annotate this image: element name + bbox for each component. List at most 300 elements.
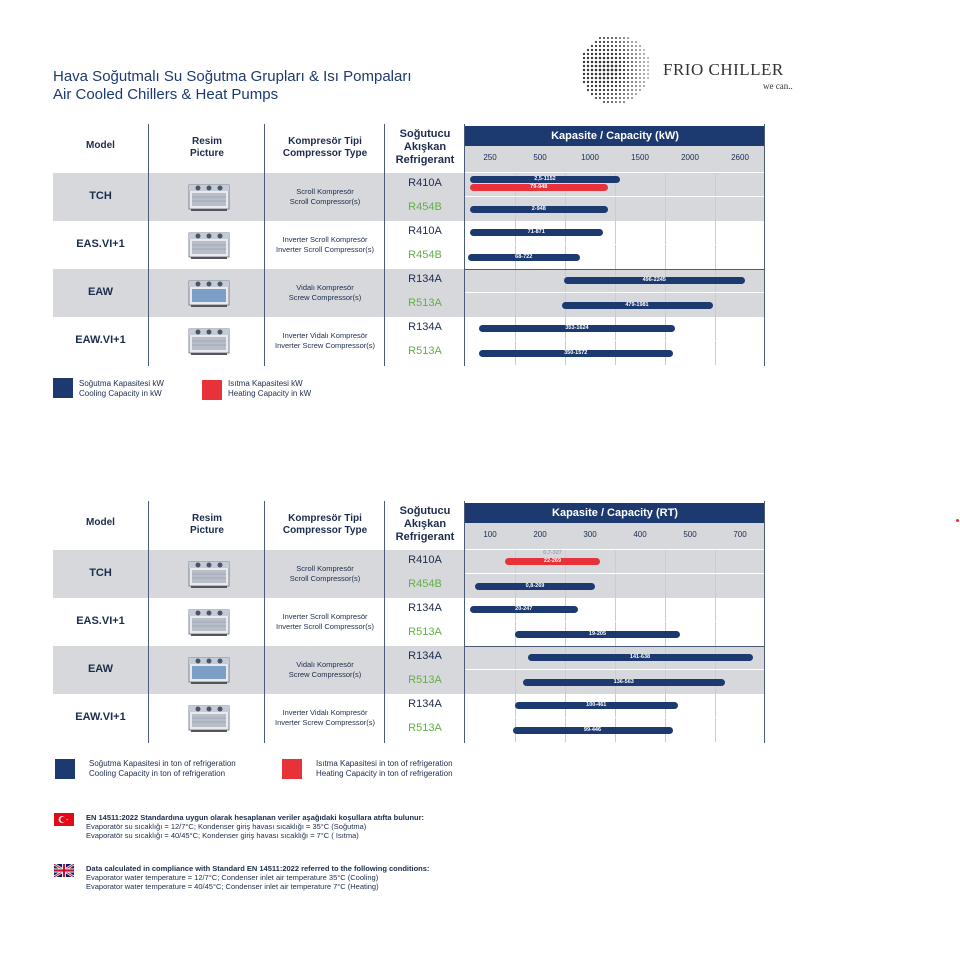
compressor-type: Scroll Kompresör Scroll Compressor(s) <box>289 187 361 206</box>
globe-dot <box>623 65 625 67</box>
globe-dot <box>627 69 629 71</box>
globe-dot <box>603 93 605 95</box>
globe-dot <box>607 41 609 43</box>
globe-dot <box>611 57 613 59</box>
globe-dot <box>591 61 594 64</box>
globe-dot <box>615 41 617 43</box>
legend-cooling-text: Soğutma Kapasitesi kW Cooling Capacity in kW <box>79 379 164 398</box>
globe-dot <box>623 57 625 59</box>
capacity-bar: 71-871 <box>470 229 603 236</box>
globe-dot <box>615 49 617 51</box>
table-row <box>53 221 465 269</box>
globe-dot <box>635 81 637 83</box>
globe-dot <box>583 77 585 79</box>
globe-dot <box>587 85 589 87</box>
globe-dot <box>603 81 606 84</box>
globe-dot <box>623 101 625 103</box>
globe-dot <box>599 53 601 55</box>
globe-dot <box>607 93 609 95</box>
compressor-type: Inverter Vidalı Kompresör Inverter Screw Compressor(s) <box>274 708 376 727</box>
globe-dot <box>635 69 637 71</box>
row-separator <box>465 244 765 245</box>
globe-dot <box>643 77 644 78</box>
globe-dot <box>619 37 621 39</box>
globe-dot <box>591 53 593 55</box>
globe-dot <box>611 97 613 99</box>
globe-dot <box>599 61 602 64</box>
globe-dot <box>595 81 597 83</box>
globe-dot <box>619 89 621 91</box>
globe-dot <box>635 57 637 59</box>
scale-tick: 700 <box>733 530 747 539</box>
globe-dot <box>591 77 593 79</box>
col-model: Model <box>86 517 115 528</box>
globe-dot <box>631 85 633 87</box>
globe-dot <box>615 101 617 103</box>
globe-dot <box>615 81 617 83</box>
table-row <box>53 598 465 646</box>
col-model: Model <box>86 140 115 151</box>
scale-tick: 2000 <box>681 153 699 162</box>
table-row <box>53 694 465 742</box>
globe-dot <box>615 69 618 72</box>
col-refrigerant: Soğutucu Akışkan Refrigerant <box>395 505 455 543</box>
globe-dot <box>643 81 644 82</box>
globe-dot <box>643 57 644 58</box>
title-en: Air Cooled Chillers & Heat Pumps <box>53 86 279 103</box>
table-row <box>53 269 465 317</box>
globe-dot <box>591 73 594 76</box>
globe-dot <box>607 69 610 72</box>
globe-dot <box>595 77 598 80</box>
globe-dot <box>583 53 585 55</box>
globe-dot <box>599 73 602 76</box>
globe-dot <box>595 57 598 60</box>
globe-dot <box>643 53 644 54</box>
globe-dot <box>591 85 593 87</box>
globe-dot <box>587 69 589 71</box>
globe-dot <box>599 65 602 68</box>
globe-dot <box>595 65 598 68</box>
scale-tick: 400 <box>633 530 647 539</box>
scale-tick: 2600 <box>731 153 749 162</box>
globe-dot <box>639 89 640 90</box>
globe-dot <box>595 93 597 95</box>
globe-dot <box>591 49 593 51</box>
globe-dot <box>591 93 593 95</box>
globe-dot <box>643 61 644 62</box>
globe-dot <box>631 77 633 79</box>
globe-dot <box>583 81 585 83</box>
globe-dot <box>587 61 589 63</box>
globe-dot <box>635 49 637 51</box>
chiller-thumbnail-icon <box>186 700 232 736</box>
row-separator <box>465 717 765 718</box>
globe-dot <box>623 85 625 87</box>
globe-dot <box>631 41 633 43</box>
legend-cooling-text: Soğutma Kapasitesi in ton of refrigeration Cooling Capacity in ton of refrigeration <box>89 759 236 778</box>
capacity-header: Kapasite / Capacity (RT) <box>465 503 765 523</box>
globe-dot <box>635 89 637 91</box>
globe-dot <box>599 81 601 83</box>
globe-dot <box>599 41 601 43</box>
globe-dot <box>603 61 606 64</box>
globe-dot <box>615 45 617 47</box>
legend-heating-swatch <box>202 380 222 400</box>
turkey-flag-icon <box>54 813 74 826</box>
globe-dot <box>623 81 625 83</box>
scale-tick: 500 <box>533 153 547 162</box>
globe-dot <box>611 41 613 43</box>
capacity-bar: 79-948 <box>470 184 608 191</box>
globe-dot <box>611 81 613 83</box>
capacity-bar: 479-1981 <box>562 302 713 309</box>
col-compressor: Kompresör Tipi Compressor Type <box>282 136 368 159</box>
globe-dot <box>611 45 613 47</box>
globe-dot <box>595 61 598 64</box>
capacity-bar: 496-2245 <box>564 277 746 284</box>
compressor-type: Vidalı Kompresör Screw Compressor(s) <box>288 283 362 302</box>
column-divider <box>384 124 385 366</box>
globe-dot <box>615 73 618 76</box>
globe-dot <box>599 85 601 87</box>
capacity-table-rt <box>53 501 765 743</box>
red-dot <box>956 519 959 522</box>
globe-dot <box>647 61 648 62</box>
globe-dot <box>587 57 589 59</box>
globe-dot <box>631 97 633 99</box>
globe-dot <box>631 65 633 67</box>
globe-dot <box>623 41 625 43</box>
globe-dot <box>619 45 621 47</box>
globe-dot <box>619 49 621 51</box>
row-separator <box>465 669 765 670</box>
globe-dot <box>587 77 589 79</box>
globe-dot <box>607 97 609 99</box>
globe-dot <box>623 61 625 63</box>
capacity-bar: 2-948 <box>470 206 608 213</box>
globe-dot <box>635 61 637 63</box>
row-separator <box>465 196 765 197</box>
capacity-bar: 22-269 <box>505 558 600 565</box>
globe-dot <box>619 101 621 103</box>
chiller-thumbnail-icon <box>186 556 232 592</box>
chiller-thumbnail-icon <box>186 604 232 640</box>
model-name: EAS.VI+1 <box>76 615 125 627</box>
capacity-bar-extra-label: 0,7-327 <box>543 550 562 556</box>
globe-dot <box>607 77 610 80</box>
scale-tick: 500 <box>683 530 697 539</box>
globe-dot <box>611 69 614 72</box>
globe-dot <box>603 45 605 47</box>
globe-dot <box>639 61 641 63</box>
chiller-thumbnail-icon <box>186 323 232 359</box>
globe-dot <box>595 97 597 99</box>
legend-cooling-swatch <box>55 759 75 779</box>
scale-row <box>465 523 765 549</box>
globe-dot <box>619 85 621 87</box>
globe-dot <box>623 45 625 47</box>
globe-dot <box>595 45 597 47</box>
row-separator <box>465 340 765 341</box>
globe-dot <box>599 45 601 47</box>
globe-dot <box>639 69 641 71</box>
globe-dot <box>627 49 629 51</box>
globe-dot <box>603 73 606 76</box>
column-divider <box>464 124 465 366</box>
globe-dot <box>643 49 644 50</box>
globe-dot <box>591 81 593 83</box>
globe-dot <box>631 93 633 95</box>
globe-dot <box>627 53 629 55</box>
table-row <box>53 173 465 221</box>
refrigerant-label: R410A <box>408 225 442 237</box>
capacity-bar: 136-563 <box>523 679 726 686</box>
globe-dot <box>639 73 641 75</box>
globe-dot <box>607 57 610 60</box>
globe-dot <box>635 85 637 87</box>
globe-dot <box>615 65 618 68</box>
globe-dot <box>607 81 609 83</box>
model-name: TCH <box>89 190 112 202</box>
globe-dot <box>635 65 637 67</box>
globe-dot <box>611 49 613 51</box>
globe-dot <box>639 49 640 50</box>
globe-dot <box>623 89 625 91</box>
globe-dot <box>587 53 589 55</box>
globe-dot <box>607 49 609 51</box>
globe-dot <box>615 61 618 64</box>
globe-dot <box>599 49 601 51</box>
uk-flag-icon <box>54 864 74 877</box>
globe-dot <box>615 97 617 99</box>
globe-dot <box>623 97 625 99</box>
globe-dot <box>623 53 625 55</box>
globe-dot <box>607 65 610 68</box>
globe-dot <box>603 77 606 80</box>
scale-tick: 100 <box>483 530 497 539</box>
column-divider <box>764 501 765 743</box>
globe-dot <box>591 69 594 72</box>
refrigerant-label: R134A <box>408 273 442 285</box>
brand-tagline: we can.. <box>763 81 793 91</box>
globe-dot <box>607 61 610 64</box>
capacity-bar: 353-1624 <box>479 325 675 332</box>
globe-dot <box>611 73 614 76</box>
globe-dot <box>627 85 629 87</box>
globe-dot <box>603 41 605 43</box>
globe-dot <box>619 81 621 83</box>
globe-dot <box>599 37 601 39</box>
page-title <box>53 68 412 104</box>
legend-cooling-swatch <box>53 378 73 398</box>
refrigerant-label: R410A <box>408 177 442 189</box>
refrigerant-label: R454B <box>408 201 442 213</box>
globe-dot <box>607 73 610 76</box>
globe-dot <box>583 65 585 67</box>
legend-heating-swatch <box>282 759 302 779</box>
globe-dot <box>591 89 593 91</box>
globe-dot <box>603 37 605 39</box>
globe-dot <box>591 45 593 47</box>
globe-dot <box>623 37 625 39</box>
table-row <box>53 317 465 365</box>
globe-dot <box>615 77 617 79</box>
model-name: EAW.VI+1 <box>75 711 126 723</box>
compressor-type: Inverter Scroll Kompresör Inverter Scroll Compressor(s) <box>276 235 374 254</box>
refrigerant-label: R134A <box>408 698 442 710</box>
globe-dot <box>643 65 644 66</box>
chiller-thumbnail-icon <box>186 227 232 263</box>
globe-dot <box>627 57 629 59</box>
globe-dot <box>603 89 605 91</box>
globe-dot <box>631 57 633 59</box>
globe-dot <box>631 53 633 55</box>
globe-dot <box>591 57 593 59</box>
compressor-type: Scroll Kompresör Scroll Compressor(s) <box>289 564 361 583</box>
globe-dot <box>631 61 633 63</box>
globe-dot <box>627 93 629 95</box>
column-divider <box>148 124 149 366</box>
globe-dot <box>623 69 625 71</box>
globe-dot <box>595 89 597 91</box>
refrigerant-label: R513A <box>408 297 442 309</box>
table-row <box>53 550 465 598</box>
scale-tick: 300 <box>583 530 597 539</box>
globe-dot <box>607 53 609 55</box>
globe-dot <box>611 85 613 87</box>
globe-dot <box>627 41 629 43</box>
capacity-header: Kapasite / Capacity (kW) <box>465 126 765 146</box>
globe-dot <box>647 69 648 70</box>
column-divider <box>148 501 149 743</box>
globe-dot <box>647 77 648 78</box>
globe-dot <box>627 89 629 91</box>
globe-dot <box>599 89 601 91</box>
model-name: EAW <box>87 663 114 675</box>
globe-dot <box>599 57 602 60</box>
globe-dot <box>631 49 633 51</box>
globe-dot <box>603 57 606 60</box>
compressor-type: Inverter Scroll Kompresör Inverter Scroll Compressor(s) <box>276 612 374 631</box>
globe-dot <box>635 53 637 55</box>
note-english: Data calculated in compliance with Standard EN 14511:2022 referred to the following conditions: Evaporator water temperature = 12/7°C; Condenser inlet air temperature 35°C (Cooling) Evaporator water temperature = 40/45°C; Condenser inlet air temperature 7°C (Heating) <box>86 864 430 891</box>
globe-dot <box>607 85 609 87</box>
column-divider <box>384 501 385 743</box>
globe-dot <box>639 77 641 79</box>
globe-dot <box>619 41 621 43</box>
globe-dot <box>631 81 633 83</box>
globe-dot <box>643 85 644 86</box>
globe-dot <box>595 49 597 51</box>
globe-dot <box>615 89 617 91</box>
globe-dot <box>631 45 633 47</box>
globe-dot <box>615 93 617 95</box>
globe-dot <box>595 69 598 72</box>
chiller-thumbnail-icon <box>186 652 232 688</box>
capacity-table-kw <box>53 124 765 366</box>
globe-dot <box>603 65 606 68</box>
column-divider <box>264 501 265 743</box>
legend-heating-text: Isıtma Kapasitesi in ton of refrigeration Heating Capacity in ton of refrigeration <box>316 759 453 778</box>
globe-dot <box>619 97 621 99</box>
chiller-thumbnail-icon <box>186 275 232 311</box>
scale-tick: 1000 <box>581 153 599 162</box>
globe-dot <box>635 73 637 75</box>
globe-dot <box>603 101 605 103</box>
globe-dot <box>599 93 601 95</box>
globe-dot <box>611 101 613 103</box>
globe-dot <box>647 65 648 66</box>
globe-dot <box>583 57 585 59</box>
globe-dot <box>643 73 644 74</box>
scale-tick: 200 <box>533 530 547 539</box>
row-separator <box>465 292 765 293</box>
globe-dot <box>639 65 641 67</box>
globe-dot <box>595 85 597 87</box>
col-picture: Resim Picture <box>190 136 224 159</box>
capacity-bar: 141-638 <box>528 654 753 661</box>
globe-dot <box>627 45 629 47</box>
globe-dot <box>623 93 625 95</box>
globe-dot <box>607 89 609 91</box>
column-divider <box>264 124 265 366</box>
globe-dot <box>587 81 589 83</box>
globe-dot <box>595 73 598 76</box>
globe-dot <box>623 73 625 75</box>
globe-dot <box>615 57 617 59</box>
capacity-bar: 100-461 <box>515 702 678 709</box>
globe-dot <box>619 57 621 59</box>
globe-dot <box>639 45 640 46</box>
globe-dot <box>635 41 637 43</box>
globe-dot <box>611 53 613 55</box>
globe-dot <box>619 65 621 67</box>
globe-logo-icon <box>578 30 652 108</box>
capacity-bar: 19-205 <box>515 631 680 638</box>
refrigerant-label: R454B <box>408 249 442 261</box>
globe-dot <box>643 69 644 70</box>
globe-dot <box>599 97 601 99</box>
refrigerant-label: R513A <box>408 626 442 638</box>
globe-dot <box>603 53 605 55</box>
globe-dot <box>587 73 589 75</box>
col-compressor: Kompresör Tipi Compressor Type <box>282 513 368 536</box>
globe-dot <box>587 65 589 67</box>
globe-dot <box>599 69 602 72</box>
globe-dot <box>623 49 625 51</box>
row-separator <box>465 621 765 622</box>
compressor-type: Vidalı Kompresör Screw Compressor(s) <box>288 660 362 679</box>
refrigerant-label: R454B <box>408 578 442 590</box>
col-refrigerant: Soğutucu Akışkan Refrigerant <box>395 128 455 166</box>
refrigerant-label: R513A <box>408 345 442 357</box>
globe-dot <box>603 49 605 51</box>
globe-dot <box>619 69 621 71</box>
globe-dot <box>635 45 637 47</box>
globe-dot <box>647 57 648 58</box>
capacity-bar: 68-722 <box>468 254 581 261</box>
globe-dot <box>627 81 629 83</box>
row-separator <box>465 269 765 270</box>
globe-dot <box>623 77 625 79</box>
globe-dot <box>631 89 633 91</box>
globe-dot <box>627 73 629 75</box>
compressor-type: Inverter Vidalı Kompresör Inverter Screw Compressor(s) <box>274 331 376 350</box>
globe-dot <box>583 61 585 63</box>
title-tr: Hava Soğutmalı Su Soğutma Grupları & Isı Pompaları <box>53 68 412 85</box>
globe-dot <box>611 89 613 91</box>
